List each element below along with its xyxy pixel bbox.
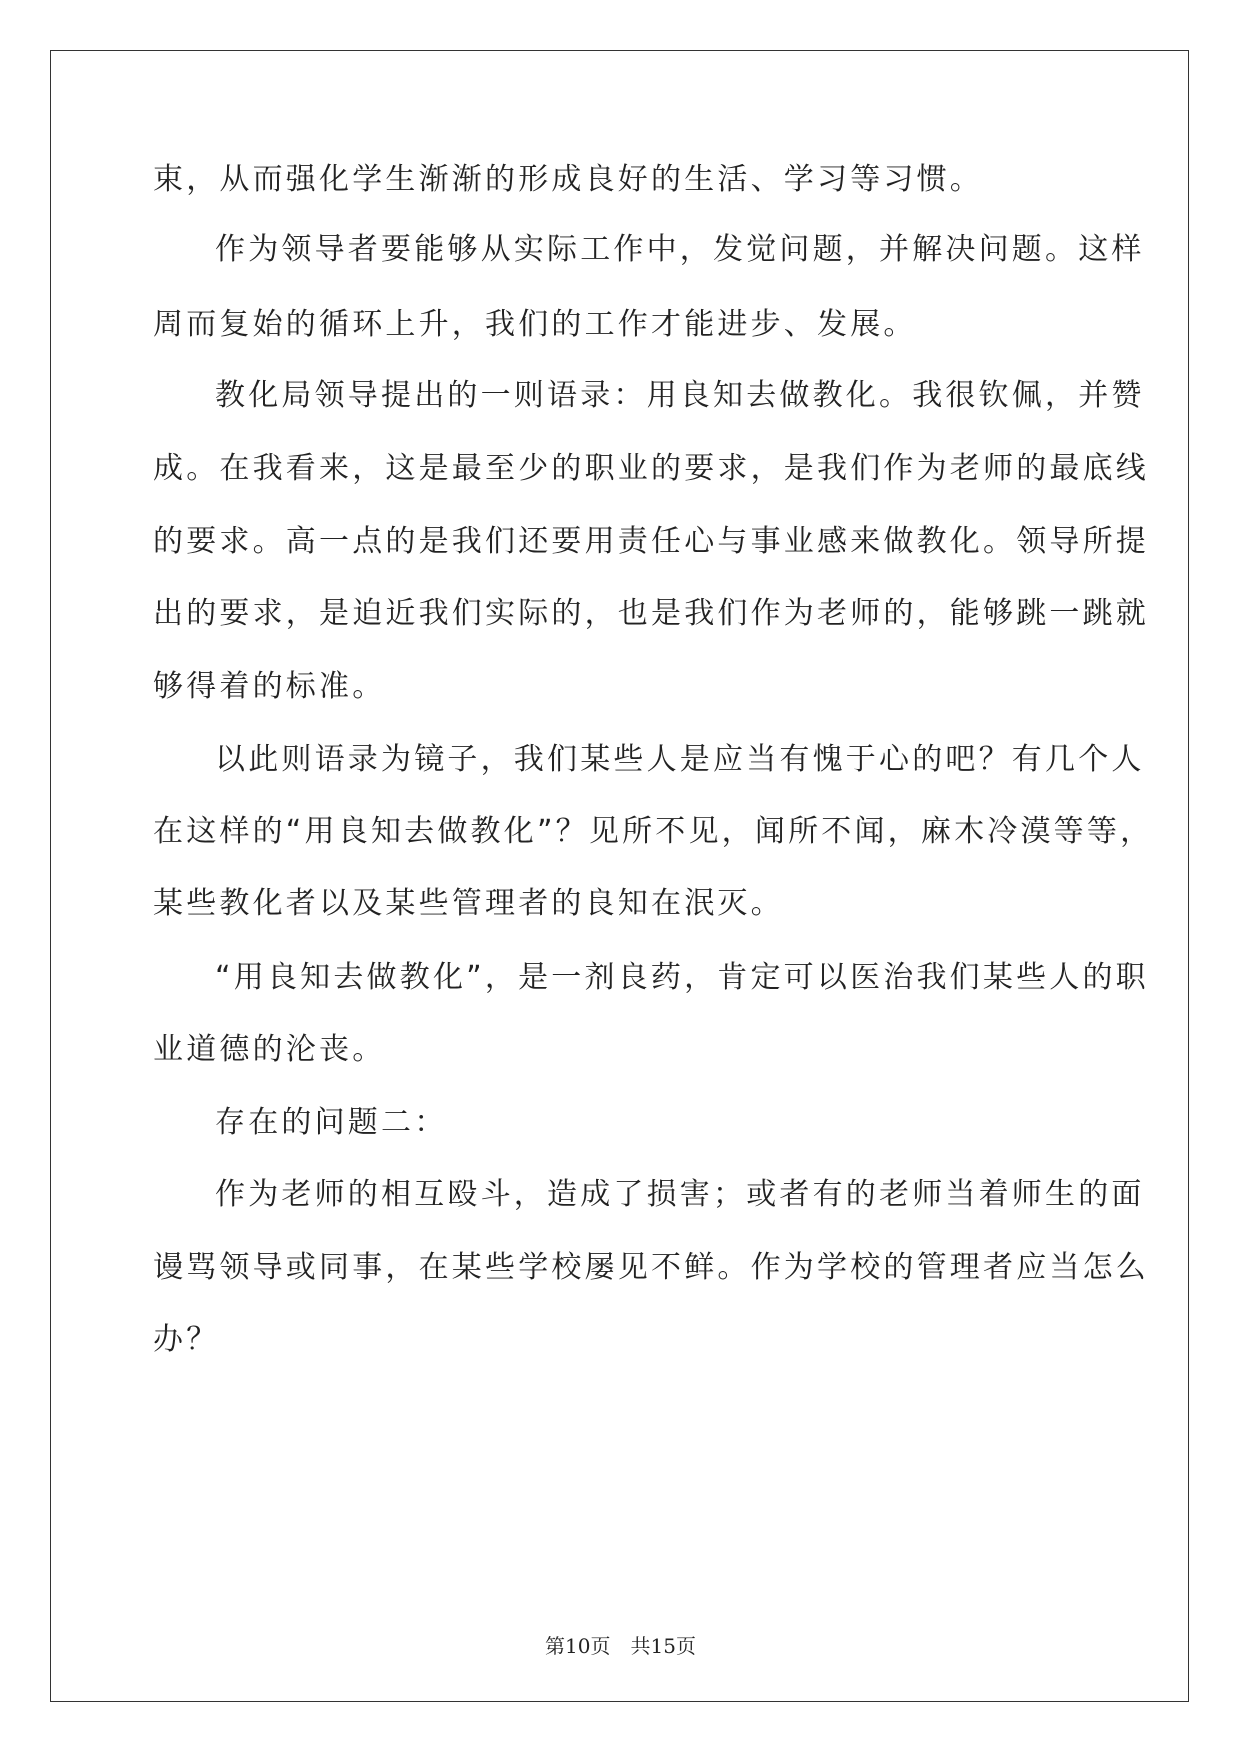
text-line: 作为领导者要能够从实际工作中，发觉问题，并解决问题。这样 bbox=[215, 232, 1145, 267]
text-line: “用良知去做教化”，是一剂良药，肯定可以医治我们某些人的职 bbox=[215, 960, 1149, 995]
page-border bbox=[50, 50, 1189, 1702]
text-line: 谩骂领导或同事，在某些学校屡见不鲜。作为学校的管理者应当怎么 bbox=[153, 1250, 1149, 1285]
text-line: 业道德的沦丧。 bbox=[153, 1032, 386, 1067]
text-line: 存在的问题二： bbox=[215, 1105, 448, 1140]
text-line: 够得着的标准。 bbox=[153, 669, 386, 704]
text-line: 教化局领导提出的一则语录：用良知去做教化。我很钦佩，并赞 bbox=[215, 378, 1145, 413]
text-line: 作为老师的相互殴斗，造成了损害；或者有的老师当着师生的面 bbox=[215, 1177, 1145, 1212]
page-number-footer: 第10页 共15页 bbox=[545, 1634, 696, 1658]
text-line: 周而复始的循环上升，我们的工作才能进步、发展。 bbox=[153, 307, 917, 342]
text-line: 在这样的“用良知去做教化”？见所不见，闻所不闻，麻木冷漠等等， bbox=[153, 814, 1154, 849]
text-line: 的要求。高一点的是我们还要用责任心与事业感来做教化。领导所提 bbox=[153, 524, 1149, 559]
text-line: 办？ bbox=[153, 1322, 220, 1357]
text-line: 某些教化者以及某些管理者的良知在泯灭。 bbox=[153, 886, 784, 921]
text-line: 束，从而强化学生渐渐的形成良好的生活、学习等习惯。 bbox=[153, 162, 983, 197]
text-line: 成。在我看来，这是最至少的职业的要求，是我们作为老师的最底线 bbox=[153, 451, 1149, 486]
text-line: 出的要求，是迫近我们实际的，也是我们作为老师的，能够跳一跳就 bbox=[153, 596, 1149, 631]
text-line: 以此则语录为镜子，我们某些人是应当有愧于心的吧？有几个人 bbox=[215, 742, 1145, 777]
